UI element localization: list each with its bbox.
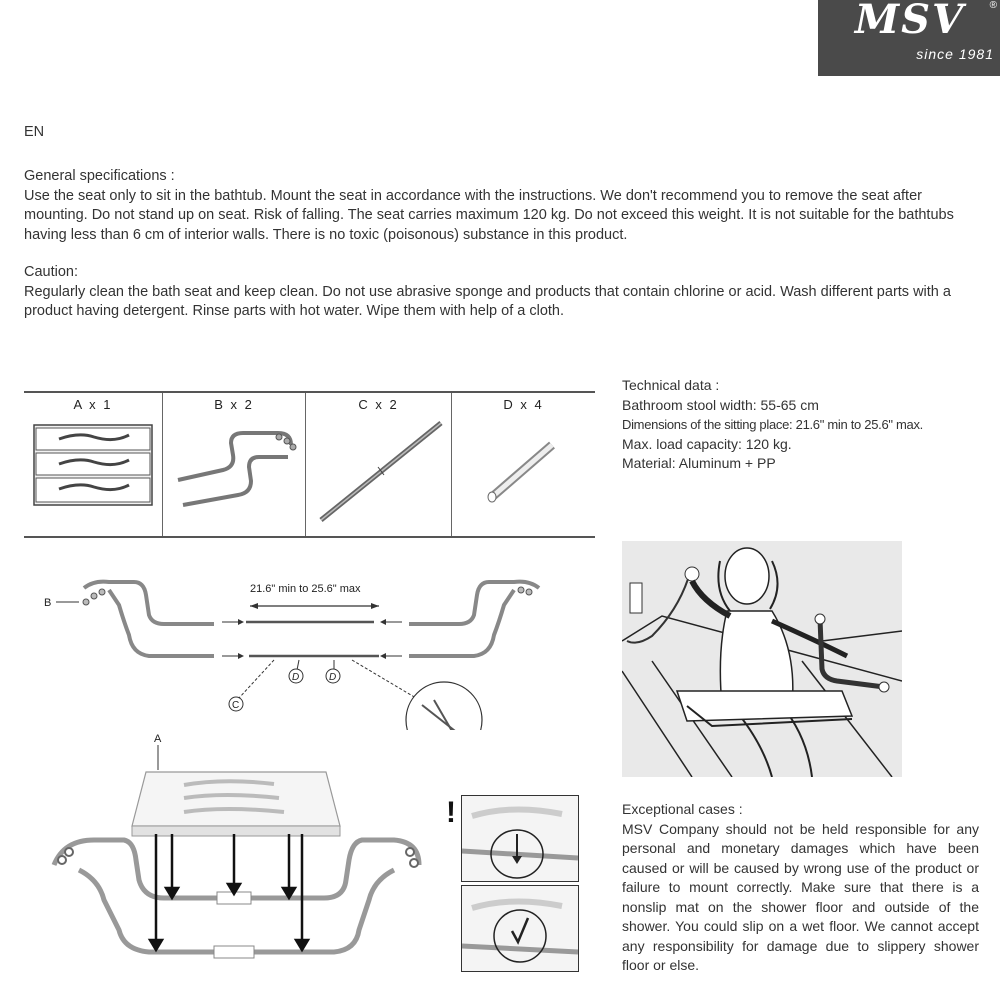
- registered-mark: ®: [989, 0, 997, 11]
- correct-mount-inset: [461, 885, 579, 972]
- caution-body: Regularly clean the bath seat and keep clean. Do not use abrasive sponge and products that contain chlorine or acid. Wash different parts with a product having detergent. Rinse parts with hot water. Wipe them with help of a cloth.: [24, 283, 951, 319]
- exceptional-body: MSV Company should not be held responsible for any personal and monetary damages which have been caused or will be caused by wrong use of the product or failure to mount correctly. Make sure that there is a nonslip mat on the shower floor and outside of the shower. You could slip on a wet floor. We cannot accept any responsibility for damage due to slippery shower floor or else.: [622, 820, 979, 973]
- technical-dimensions: Dimensions of the sitting place: 21.6" min to 25.6" max.: [622, 417, 923, 432]
- exceptional-heading: Exceptional cases :: [622, 801, 743, 817]
- language-code: EN: [24, 124, 45, 140]
- part-label: D x 4: [503, 397, 544, 412]
- checkmark-icon: [512, 918, 528, 942]
- label-b: B: [44, 597, 52, 609]
- logo-since: since 1981: [916, 46, 994, 62]
- brand-logo: [818, 0, 1000, 76]
- parts-table: [24, 391, 595, 538]
- label-d2: D: [329, 672, 337, 683]
- caution-heading: Caution:: [24, 264, 79, 280]
- label-d1: D: [292, 672, 300, 683]
- technical-material: Material: Aluminum + PP: [622, 455, 776, 471]
- incorrect-mount-inset: [461, 795, 579, 882]
- tube-sleeve-icon: [452, 415, 595, 530]
- part-c-cell: [306, 393, 452, 536]
- label-a: A: [154, 733, 162, 745]
- part-label: A x 1: [73, 397, 113, 412]
- connector-rod-icon: [306, 415, 451, 530]
- technical-data: [622, 376, 992, 474]
- part-label: B x 2: [214, 397, 254, 412]
- seat-assembly-diagram: [24, 730, 424, 970]
- general-heading: General specifications :: [24, 168, 175, 184]
- part-a-cell: [24, 393, 163, 536]
- part-label: C x 2: [358, 397, 399, 412]
- technical-heading: Technical data :: [622, 377, 720, 393]
- part-b-cell: [163, 393, 306, 536]
- rail-assembly-diagram: [24, 560, 544, 730]
- general-body: Use the seat only to sit in the bathtub. Mount the seat in accordance with the instructions. We don't recommend you to remove the seat after mounting. Do not stand up on seat. Risk of falling. The seat carries maximum 120 kg. Do not exceed this weight. It is not suitable for the bathtubs having less than 6 cm of interior walls. There is no toxic (poisonous) substance in this product.: [24, 187, 954, 243]
- warning-mark: !: [446, 796, 456, 829]
- caution-section: [24, 263, 979, 322]
- technical-width: Bathroom stool width: 55-65 cm: [622, 396, 819, 413]
- technical-load: Max. load capacity: 120 kg.: [622, 435, 792, 452]
- general-specifications: [24, 167, 979, 245]
- side-rail-icon: [163, 415, 305, 530]
- woman-in-bathtub-illustration: [622, 541, 902, 777]
- label-c: C: [232, 700, 240, 711]
- seat-board-icon: [24, 415, 162, 530]
- part-d-cell: [452, 393, 595, 536]
- dimension-label: 21.6" min to 25.6" max: [250, 583, 361, 595]
- exceptional-cases: [622, 800, 979, 976]
- logo-wordmark: MSV: [854, 0, 966, 43]
